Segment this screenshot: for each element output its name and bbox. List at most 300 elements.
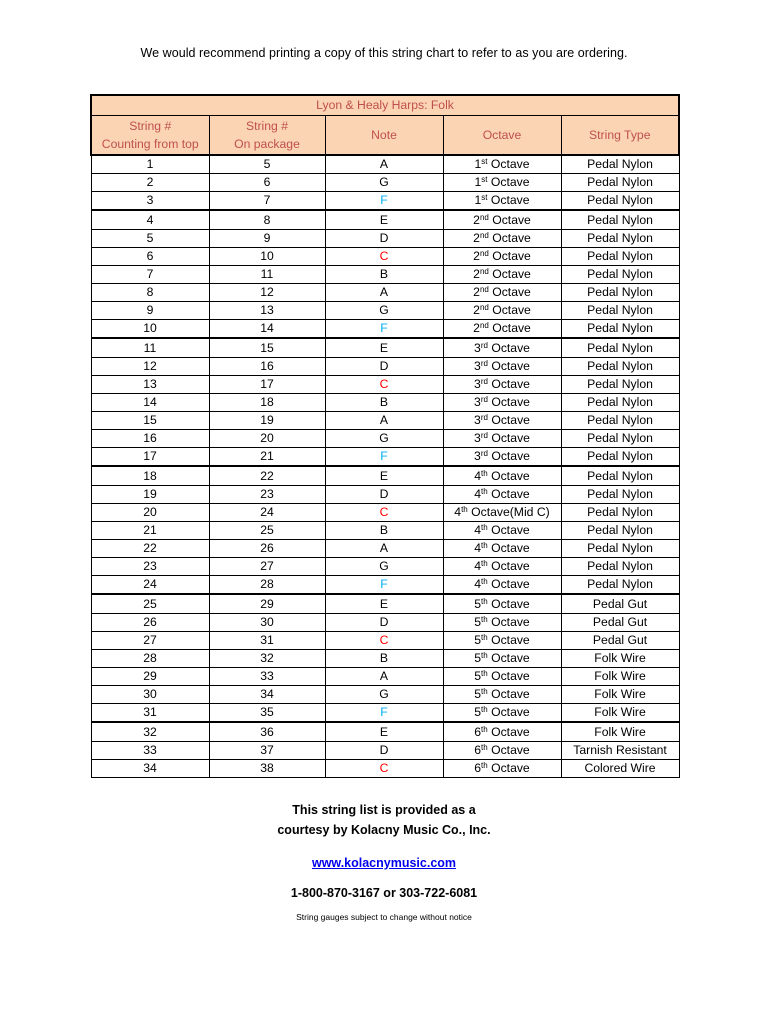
octave-number: 4 bbox=[454, 505, 462, 519]
string-number-cell: 28 bbox=[91, 650, 209, 668]
table-row bbox=[91, 338, 679, 358]
octave-label: Octave bbox=[487, 705, 530, 719]
string-number-cell: 7 bbox=[91, 266, 209, 284]
package-number-cell: 7 bbox=[209, 192, 325, 211]
string-type-cell: Pedal Gut bbox=[561, 614, 679, 632]
header-text-line: String # bbox=[129, 119, 172, 133]
string-type-cell: Pedal Nylon bbox=[561, 230, 679, 248]
octave-number: 4 bbox=[474, 541, 482, 555]
note-cell: F bbox=[325, 576, 443, 595]
table-row bbox=[91, 192, 679, 211]
octave-number: 4 bbox=[474, 523, 482, 537]
octave-ordinal: th bbox=[481, 743, 488, 752]
octave-ordinal: th bbox=[481, 724, 488, 734]
header-text-line: Octave bbox=[482, 128, 522, 142]
package-number-cell: 22 bbox=[209, 466, 325, 486]
octave-ordinal: th bbox=[481, 669, 488, 678]
octave-number: 5 bbox=[474, 669, 482, 683]
octave-cell bbox=[443, 614, 561, 632]
string-number-cell: 12 bbox=[91, 358, 209, 376]
package-number-cell: 17 bbox=[209, 376, 325, 394]
string-number-cell: 5 bbox=[91, 230, 209, 248]
string-type-cell: Folk Wire bbox=[561, 668, 679, 686]
table-row bbox=[91, 504, 679, 522]
string-number-cell: 10 bbox=[91, 320, 209, 339]
string-type-cell: Colored Wire bbox=[561, 760, 679, 778]
octave-label: Octave bbox=[487, 413, 530, 427]
octave-ordinal: rd bbox=[480, 449, 488, 458]
note-cell: E bbox=[325, 338, 443, 358]
octave-label: Octave bbox=[487, 487, 530, 501]
octave-cell bbox=[443, 760, 561, 778]
string-number-cell: 17 bbox=[91, 448, 209, 467]
string-number-cell: 16 bbox=[91, 430, 209, 448]
octave-number: 3 bbox=[474, 377, 481, 391]
octave-ordinal: nd bbox=[479, 212, 489, 222]
string-type-cell: Tarnish Resistant bbox=[561, 742, 679, 760]
table-row bbox=[91, 284, 679, 302]
table-row bbox=[91, 174, 679, 192]
octave-label: Octave bbox=[487, 157, 530, 171]
octave-ordinal: th bbox=[481, 577, 488, 586]
octave-ordinal: rd bbox=[480, 340, 488, 350]
octave-cell bbox=[443, 722, 561, 742]
table-row bbox=[91, 320, 679, 339]
octave-label: Octave bbox=[488, 212, 531, 227]
string-number-cell: 1 bbox=[91, 155, 209, 174]
octave-cell bbox=[443, 742, 561, 760]
table-row bbox=[91, 486, 679, 504]
string-number-cell: 13 bbox=[91, 376, 209, 394]
octave-number: 1 bbox=[474, 157, 482, 171]
octave-label: Octave bbox=[487, 175, 530, 189]
octave-ordinal: rd bbox=[480, 377, 488, 386]
octave-ordinal: nd bbox=[479, 303, 489, 312]
octave-number: 2 bbox=[473, 321, 480, 335]
octave-label: Octave bbox=[488, 231, 531, 245]
string-number-cell: 20 bbox=[91, 504, 209, 522]
note-cell: E bbox=[325, 594, 443, 614]
string-type-cell: Pedal Nylon bbox=[561, 210, 679, 230]
table-row bbox=[91, 448, 679, 467]
string-type-cell: Pedal Nylon bbox=[561, 412, 679, 430]
octave-number: 3 bbox=[474, 431, 481, 445]
octave-number: 5 bbox=[474, 705, 482, 719]
header-string-on-package bbox=[209, 116, 325, 156]
package-number-cell: 23 bbox=[209, 486, 325, 504]
string-type-cell: Pedal Nylon bbox=[561, 284, 679, 302]
octave-ordinal: st bbox=[481, 193, 488, 202]
octave-cell bbox=[443, 650, 561, 668]
package-number-cell: 16 bbox=[209, 358, 325, 376]
octave-label: Octave bbox=[487, 615, 530, 629]
octave-label: Octave bbox=[487, 340, 530, 355]
table-row bbox=[91, 155, 679, 174]
string-number-cell: 32 bbox=[91, 722, 209, 742]
string-number-cell: 9 bbox=[91, 302, 209, 320]
string-type-cell: Folk Wire bbox=[561, 650, 679, 668]
octave-label: Octave bbox=[487, 577, 530, 591]
package-number-cell: 19 bbox=[209, 412, 325, 430]
octave-ordinal: th bbox=[481, 651, 488, 660]
note-cell: E bbox=[325, 722, 443, 742]
note-cell: D bbox=[325, 614, 443, 632]
package-number-cell: 26 bbox=[209, 540, 325, 558]
header-string-type bbox=[561, 116, 679, 156]
octave-cell bbox=[443, 192, 561, 211]
courtesy-line-1: This string list is provided as a bbox=[292, 803, 476, 817]
string-type-cell: Pedal Nylon bbox=[561, 430, 679, 448]
octave-ordinal: st bbox=[481, 157, 488, 166]
string-type-cell: Folk Wire bbox=[561, 704, 679, 723]
note-cell: A bbox=[325, 412, 443, 430]
package-number-cell: 13 bbox=[209, 302, 325, 320]
octave-label: Octave bbox=[487, 687, 530, 701]
intro-text: We would recommend printing a copy of this string chart to refer to as you are ordering. bbox=[140, 46, 628, 60]
octave-number: 4 bbox=[474, 487, 482, 501]
string-chart-table bbox=[90, 94, 680, 778]
package-number-cell: 29 bbox=[209, 594, 325, 614]
octave-label: Octave bbox=[487, 377, 530, 391]
string-type-cell: Pedal Nylon bbox=[561, 248, 679, 266]
octave-number: 5 bbox=[474, 596, 482, 611]
table-row bbox=[91, 430, 679, 448]
string-number-cell: 25 bbox=[91, 594, 209, 614]
package-number-cell: 25 bbox=[209, 522, 325, 540]
string-number-cell: 34 bbox=[91, 760, 209, 778]
note-cell: A bbox=[325, 155, 443, 174]
string-number-cell: 4 bbox=[91, 210, 209, 230]
octave-cell bbox=[443, 210, 561, 230]
package-number-cell: 12 bbox=[209, 284, 325, 302]
octave-label: Octave bbox=[487, 468, 530, 483]
string-number-cell: 24 bbox=[91, 576, 209, 595]
string-number-cell: 19 bbox=[91, 486, 209, 504]
package-number-cell: 34 bbox=[209, 686, 325, 704]
octave-number: 6 bbox=[474, 743, 482, 757]
string-number-cell: 33 bbox=[91, 742, 209, 760]
package-number-cell: 10 bbox=[209, 248, 325, 266]
note-cell: A bbox=[325, 668, 443, 686]
octave-ordinal: th bbox=[481, 487, 488, 496]
note-cell: E bbox=[325, 466, 443, 486]
table-row bbox=[91, 466, 679, 486]
package-number-cell: 36 bbox=[209, 722, 325, 742]
package-number-cell: 28 bbox=[209, 576, 325, 595]
string-type-cell: Pedal Nylon bbox=[561, 522, 679, 540]
header-string-from-top bbox=[91, 116, 209, 156]
octave-number: 5 bbox=[474, 651, 482, 665]
octave-cell bbox=[443, 558, 561, 576]
octave-ordinal: th bbox=[481, 541, 488, 550]
table-row bbox=[91, 650, 679, 668]
note-cell: A bbox=[325, 540, 443, 558]
table-row bbox=[91, 522, 679, 540]
octave-cell bbox=[443, 540, 561, 558]
octave-label: Octave(Mid C) bbox=[467, 505, 550, 519]
table-row bbox=[91, 576, 679, 595]
note-cell: B bbox=[325, 650, 443, 668]
octave-cell bbox=[443, 155, 561, 174]
octave-ordinal: nd bbox=[479, 267, 489, 276]
string-type-cell: Pedal Nylon bbox=[561, 155, 679, 174]
octave-number: 3 bbox=[474, 395, 481, 409]
octave-number: 1 bbox=[474, 175, 482, 189]
table-row bbox=[91, 248, 679, 266]
string-type-cell: Pedal Nylon bbox=[561, 266, 679, 284]
octave-label: Octave bbox=[487, 743, 530, 757]
octave-ordinal: rd bbox=[480, 431, 488, 440]
octave-number: 6 bbox=[474, 761, 482, 775]
note-cell: D bbox=[325, 358, 443, 376]
note-cell: C bbox=[325, 632, 443, 650]
octave-label: Octave bbox=[487, 559, 530, 573]
octave-ordinal: th bbox=[481, 596, 488, 606]
package-number-cell: 11 bbox=[209, 266, 325, 284]
string-type-cell: Pedal Nylon bbox=[561, 540, 679, 558]
table-row bbox=[91, 210, 679, 230]
package-number-cell: 8 bbox=[209, 210, 325, 230]
package-number-cell: 15 bbox=[209, 338, 325, 358]
table-row bbox=[91, 266, 679, 284]
string-type-cell: Pedal Nylon bbox=[561, 448, 679, 467]
octave-cell bbox=[443, 668, 561, 686]
octave-cell bbox=[443, 632, 561, 650]
string-type-cell: Pedal Nylon bbox=[561, 576, 679, 595]
website-link[interactable]: www.kolacnymusic.com bbox=[311, 856, 457, 870]
octave-label: Octave bbox=[487, 431, 530, 445]
note-cell: F bbox=[325, 704, 443, 723]
table-row bbox=[91, 614, 679, 632]
package-number-cell: 35 bbox=[209, 704, 325, 723]
table-row bbox=[91, 412, 679, 430]
octave-label: Octave bbox=[487, 449, 530, 463]
package-number-cell: 38 bbox=[209, 760, 325, 778]
octave-cell bbox=[443, 394, 561, 412]
note-cell: G bbox=[325, 686, 443, 704]
package-number-cell: 9 bbox=[209, 230, 325, 248]
string-number-cell: 27 bbox=[91, 632, 209, 650]
table-title: Lyon & Healy Harps: Folk bbox=[91, 95, 679, 116]
header-text-line: Counting from top bbox=[101, 137, 199, 151]
octave-ordinal: th bbox=[481, 559, 488, 568]
octave-ordinal: nd bbox=[479, 249, 489, 258]
string-type-cell: Pedal Nylon bbox=[561, 394, 679, 412]
octave-cell bbox=[443, 338, 561, 358]
octave-cell bbox=[443, 358, 561, 376]
package-number-cell: 33 bbox=[209, 668, 325, 686]
octave-number: 6 bbox=[474, 724, 482, 739]
octave-number: 1 bbox=[474, 193, 482, 207]
octave-number: 4 bbox=[474, 468, 482, 483]
string-type-cell: Pedal Nylon bbox=[561, 320, 679, 339]
string-number-cell: 26 bbox=[91, 614, 209, 632]
note-cell: C bbox=[325, 504, 443, 522]
octave-label: Octave bbox=[488, 249, 531, 263]
phone-numbers: 1-800-870-3167 or 303-722-6081 bbox=[290, 886, 478, 900]
string-number-cell: 21 bbox=[91, 522, 209, 540]
string-type-cell: Pedal Nylon bbox=[561, 466, 679, 486]
octave-label: Octave bbox=[487, 541, 530, 555]
table-row bbox=[91, 230, 679, 248]
octave-cell bbox=[443, 412, 561, 430]
octave-ordinal: th bbox=[481, 468, 488, 478]
note-cell: C bbox=[325, 248, 443, 266]
string-type-cell: Pedal Nylon bbox=[561, 376, 679, 394]
octave-number: 5 bbox=[474, 615, 482, 629]
note-cell: B bbox=[325, 394, 443, 412]
octave-ordinal: nd bbox=[479, 285, 489, 294]
note-cell: G bbox=[325, 558, 443, 576]
octave-number: 4 bbox=[474, 559, 482, 573]
string-number-cell: 30 bbox=[91, 686, 209, 704]
header-text-line: String # bbox=[245, 119, 288, 133]
table-row bbox=[91, 358, 679, 376]
table-row bbox=[91, 722, 679, 742]
note-cell: B bbox=[325, 522, 443, 540]
string-number-cell: 11 bbox=[91, 338, 209, 358]
octave-cell bbox=[443, 686, 561, 704]
octave-label: Octave bbox=[488, 267, 531, 281]
octave-number: 2 bbox=[473, 249, 480, 263]
octave-cell bbox=[443, 486, 561, 504]
octave-cell bbox=[443, 284, 561, 302]
octave-number: 3 bbox=[474, 449, 481, 463]
note-cell: G bbox=[325, 174, 443, 192]
octave-cell bbox=[443, 704, 561, 723]
package-number-cell: 24 bbox=[209, 504, 325, 522]
note-cell: D bbox=[325, 742, 443, 760]
octave-cell bbox=[443, 448, 561, 467]
package-number-cell: 21 bbox=[209, 448, 325, 467]
octave-label: Octave bbox=[487, 724, 530, 739]
octave-ordinal: th bbox=[481, 705, 488, 714]
table-row bbox=[91, 632, 679, 650]
octave-ordinal: nd bbox=[479, 231, 489, 240]
package-number-cell: 18 bbox=[209, 394, 325, 412]
string-number-cell: 2 bbox=[91, 174, 209, 192]
octave-ordinal: rd bbox=[480, 395, 488, 404]
string-type-cell: Pedal Gut bbox=[561, 594, 679, 614]
octave-cell bbox=[443, 230, 561, 248]
string-type-cell: Folk Wire bbox=[561, 722, 679, 742]
string-type-cell: Pedal Nylon bbox=[561, 486, 679, 504]
octave-ordinal: th bbox=[481, 687, 488, 696]
octave-cell bbox=[443, 248, 561, 266]
string-number-cell: 14 bbox=[91, 394, 209, 412]
octave-cell bbox=[443, 430, 561, 448]
package-number-cell: 14 bbox=[209, 320, 325, 339]
octave-number: 2 bbox=[473, 231, 480, 245]
string-type-cell: Pedal Nylon bbox=[561, 174, 679, 192]
octave-label: Octave bbox=[488, 303, 531, 317]
table-row bbox=[91, 594, 679, 614]
header-text-line: On package bbox=[234, 137, 300, 151]
octave-cell bbox=[443, 376, 561, 394]
octave-label: Octave bbox=[487, 359, 530, 373]
octave-number: 2 bbox=[473, 267, 480, 281]
note-cell: A bbox=[325, 284, 443, 302]
octave-cell bbox=[443, 174, 561, 192]
table-row bbox=[91, 742, 679, 760]
string-number-cell: 18 bbox=[91, 466, 209, 486]
package-number-cell: 32 bbox=[209, 650, 325, 668]
octave-ordinal: th bbox=[481, 761, 488, 770]
octave-label: Octave bbox=[487, 193, 530, 207]
header-text-line: String Type bbox=[589, 128, 651, 142]
header-note bbox=[325, 116, 443, 156]
octave-cell bbox=[443, 504, 561, 522]
footer bbox=[0, 800, 768, 922]
table-row bbox=[91, 760, 679, 778]
octave-label: Octave bbox=[488, 321, 531, 335]
note-cell: C bbox=[325, 760, 443, 778]
courtesy-line-2: courtesy by Kolacny Music Co., Inc. bbox=[277, 823, 491, 837]
header-octave bbox=[443, 116, 561, 156]
octave-label: Octave bbox=[487, 596, 530, 611]
table-row bbox=[91, 540, 679, 558]
octave-cell bbox=[443, 266, 561, 284]
string-type-cell: Pedal Gut bbox=[561, 632, 679, 650]
note-cell: F bbox=[325, 448, 443, 467]
octave-label: Octave bbox=[487, 669, 530, 683]
octave-cell bbox=[443, 302, 561, 320]
string-number-cell: 15 bbox=[91, 412, 209, 430]
octave-cell bbox=[443, 594, 561, 614]
octave-ordinal: st bbox=[481, 175, 488, 184]
string-number-cell: 8 bbox=[91, 284, 209, 302]
string-number-cell: 22 bbox=[91, 540, 209, 558]
octave-number: 3 bbox=[474, 413, 481, 427]
octave-number: 4 bbox=[474, 577, 482, 591]
package-number-cell: 30 bbox=[209, 614, 325, 632]
octave-label: Octave bbox=[487, 633, 530, 647]
octave-cell bbox=[443, 466, 561, 486]
octave-ordinal: nd bbox=[479, 321, 489, 330]
table-row bbox=[91, 668, 679, 686]
octave-label: Octave bbox=[487, 395, 530, 409]
string-type-cell: Pedal Nylon bbox=[561, 558, 679, 576]
string-number-cell: 6 bbox=[91, 248, 209, 266]
header-text-line: Note bbox=[371, 128, 397, 142]
octave-ordinal: rd bbox=[480, 413, 488, 422]
octave-number: 3 bbox=[474, 340, 481, 355]
note-cell: B bbox=[325, 266, 443, 284]
note-cell: E bbox=[325, 210, 443, 230]
table-row bbox=[91, 302, 679, 320]
string-number-cell: 3 bbox=[91, 192, 209, 211]
note-cell: G bbox=[325, 302, 443, 320]
table-row bbox=[91, 686, 679, 704]
table-row bbox=[91, 394, 679, 412]
string-number-cell: 29 bbox=[91, 668, 209, 686]
package-number-cell: 37 bbox=[209, 742, 325, 760]
table-row bbox=[91, 704, 679, 723]
note-cell: G bbox=[325, 430, 443, 448]
octave-number: 2 bbox=[473, 285, 480, 299]
octave-label: Octave bbox=[487, 523, 530, 537]
octave-ordinal: th bbox=[461, 505, 468, 514]
octave-label: Octave bbox=[488, 285, 531, 299]
octave-number: 3 bbox=[474, 359, 481, 373]
package-number-cell: 5 bbox=[209, 155, 325, 174]
string-type-cell: Pedal Nylon bbox=[561, 338, 679, 358]
string-number-cell: 31 bbox=[91, 704, 209, 723]
note-cell: D bbox=[325, 486, 443, 504]
package-number-cell: 27 bbox=[209, 558, 325, 576]
package-number-cell: 31 bbox=[209, 632, 325, 650]
table-row bbox=[91, 558, 679, 576]
